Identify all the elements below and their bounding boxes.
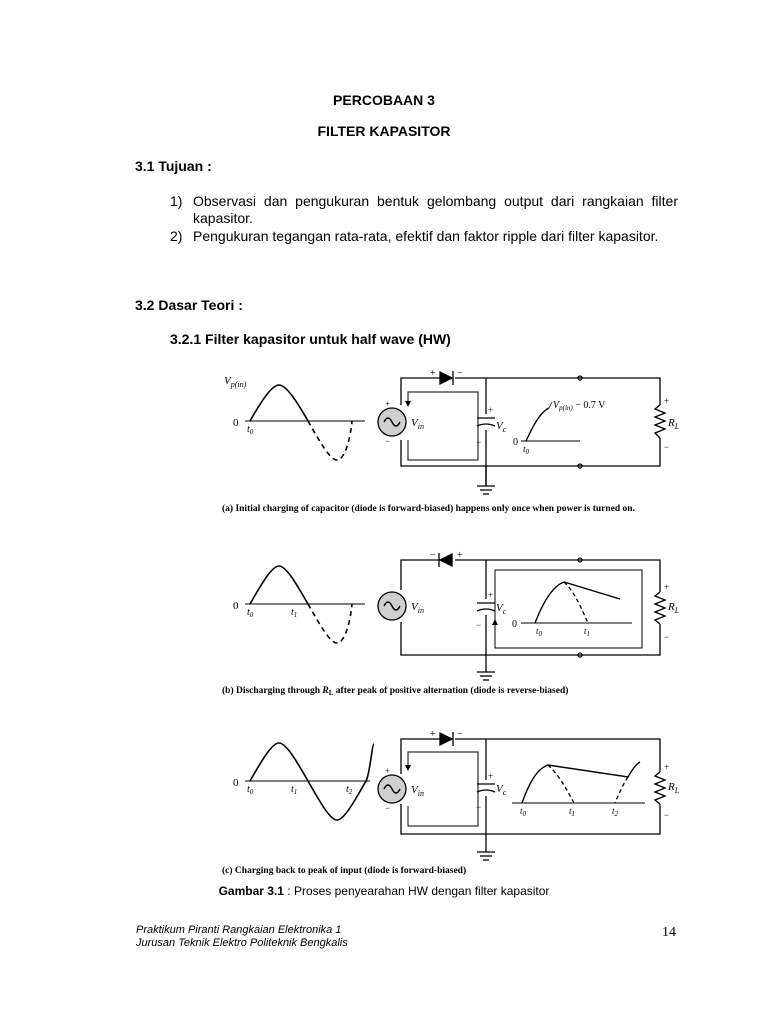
panel-c (233, 729, 680, 860)
svg-text:RL: $R_L$ (668, 781, 680, 795)
footer-line-1: Praktikum Piranti Rangkaian Elektronika 1 (136, 924, 342, 936)
list-item (170, 228, 678, 245)
svg-text:0: 0 (512, 619, 517, 630)
svg-text:t2: $t_2$ (612, 806, 619, 818)
svg-text:−: − (476, 620, 482, 630)
svg-text:t2: $t_2$ (346, 784, 353, 796)
svg-text:+: + (385, 766, 391, 776)
svg-text:−: − (385, 803, 391, 813)
page-subtitle: FILTER KAPASITOR (317, 123, 451, 139)
vin-peak-label: $V_{p(in)}$ (224, 375, 247, 389)
svg-text:t1: $t_1$ (291, 784, 298, 796)
svg-text:+: + (488, 590, 494, 600)
section-heading-tujuan: 3.1 Tujuan : (135, 158, 212, 174)
panel-a-caption: (a) Initial charging of capacitor (diode is forward-biased) happens only once when power is turned on. (222, 504, 635, 514)
svg-text:+: + (457, 550, 463, 561)
t0-label: $t_0$ (247, 424, 254, 436)
subsection-heading: 3.2.1 Filter kapasitor untuk half wave (HW) (170, 331, 451, 347)
svg-text:−: − (385, 436, 391, 446)
svg-text:Vc: $V_c$ (496, 602, 507, 616)
svg-text:−: − (457, 368, 463, 379)
svg-text:t1: $t_1$ (569, 806, 576, 818)
svg-text:0: 0 (513, 437, 518, 448)
list-item-text: Observasi dan pengukuran bentuk gelombang output dari rangkaian filter kapasitor. (193, 193, 678, 226)
svg-text:+: + (664, 762, 670, 772)
figure-caption-label: Gambar 3.1 (218, 884, 284, 898)
page-title: PERCOBAAN 3 (333, 92, 435, 108)
page-number: 14 (662, 925, 676, 940)
vc-label: $V_c$ (496, 420, 507, 434)
svg-text:−: − (476, 437, 482, 447)
svg-text:−: − (664, 810, 670, 820)
svg-text:+: + (488, 405, 494, 415)
list-item-number: 2) (170, 228, 183, 244)
svg-text:+: + (385, 399, 391, 409)
list-item-text: Pengukuran tegangan rata-rata, efektif dan faktor ripple dari filter kapasitor. (193, 228, 659, 244)
svg-text:Vin: $V_{in}$ (411, 601, 424, 615)
svg-text:−: − (430, 550, 436, 561)
output-voltage-label: $V_{p(in)} - 0.7$ V (553, 400, 606, 412)
svg-text:−: − (664, 442, 670, 452)
svg-text:−: − (476, 802, 482, 812)
panel-c-caption: (c) Charging back to peak of input (diode is forward-biased) (222, 866, 467, 876)
rl-label: $R_L$ (668, 417, 680, 431)
panel-b-caption: (b) Discharging through $R_L$ after peak of positive alternation (diode is reverse-biased) (222, 686, 569, 697)
svg-text:t0: $t_0$ (523, 444, 530, 456)
svg-text:0: 0 (233, 777, 239, 789)
svg-text:+: + (664, 396, 670, 406)
svg-text:t1: $t_1$ (291, 607, 298, 619)
svg-text:0: 0 (233, 600, 239, 612)
svg-text:+: + (430, 368, 436, 379)
section-heading-dasar-teori: 3.2 Dasar Teori : (135, 297, 243, 313)
figure-caption (0, 884, 768, 898)
panel-b (233, 550, 680, 680)
svg-text:Vin: $V_{in}$ (411, 784, 424, 798)
svg-text:t0: $t_0$ (520, 806, 527, 818)
vin-source-label: $V_{in}$ (411, 417, 424, 431)
svg-text:+: + (664, 582, 670, 592)
list-item-number: 1) (170, 193, 183, 209)
svg-text:t1: $t_1$ (584, 626, 591, 638)
svg-text:−: − (664, 632, 670, 642)
rectifier-figure (215, 362, 680, 882)
footer-line-2: Jurusan Teknik Elektro Politeknik Bengkalis (136, 937, 348, 949)
svg-text:t0: $t_0$ (536, 626, 543, 638)
zero-label: 0 (233, 417, 239, 429)
svg-text:Vc: $V_c$ (496, 783, 507, 797)
svg-text:+: + (430, 729, 436, 740)
figure-caption-text: : Proses penyearahan HW dengan filter kapasitor (283, 884, 550, 898)
panel-a (224, 368, 680, 494)
svg-text:t0: $t_0$ (247, 784, 254, 796)
svg-text:+: + (488, 771, 494, 781)
svg-text:−: − (457, 729, 463, 740)
svg-text:RL: $R_L$ (668, 601, 680, 615)
list-item (170, 193, 678, 227)
svg-text:t0: $t_0$ (247, 607, 254, 619)
